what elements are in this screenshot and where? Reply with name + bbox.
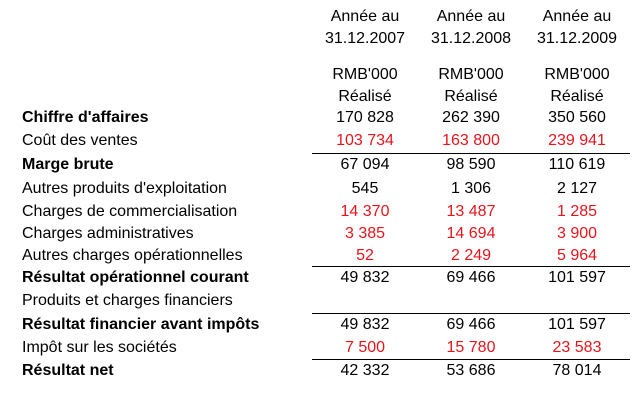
period-label: Année au [330,8,400,25]
row-label: Résultat net [22,362,114,379]
value-2007: 67 094 [340,156,390,173]
value-2009: 78 014 [552,362,602,379]
row-label: Impôt sur les sociétés [22,339,177,356]
value-2008: 69 466 [446,316,496,333]
row-label: Résultat opérationnel courant [22,269,249,286]
period-date: 31.12.2009 [536,30,618,47]
value-2009: 101 597 [548,269,606,286]
value-2007: 52 [356,247,374,264]
value-2007: 170 828 [336,109,394,126]
row-charges-administratives [0,223,642,245]
row-impot-societes [0,337,642,359]
row-label: Chiffre d'affaires [22,109,149,126]
value-2008: 1 306 [450,180,492,197]
value-2007: 49 832 [340,316,390,333]
period-date: 31.12.2008 [430,30,512,47]
value-2009: 23 583 [552,339,602,356]
row-charges-commercialisation [0,201,642,223]
period-label: Année au [436,8,506,25]
row-label: Produits et charges financiers [22,292,233,309]
value-2008: 53 686 [446,362,496,379]
column-units-2009 [524,64,630,108]
value-2007: 103 734 [336,132,394,149]
value-2009: 2 127 [556,180,598,197]
row-label: Marge brute [22,156,114,173]
row-label: Charges de commercialisation [22,203,238,220]
value-2009: 3 900 [556,225,598,242]
row-resultat-net [0,360,642,382]
row-produits-charges-financiers [0,290,642,312]
basis-label: Réalisé [550,88,604,105]
currency-label: RMB'000 [438,66,504,83]
value-2009: 1 285 [556,203,598,220]
basis-label: Réalisé [338,88,392,105]
value-2009: 110 619 [548,156,606,173]
row-cout-des-ventes [0,130,642,152]
value-2009: 239 941 [548,132,606,149]
value-2008: 13 487 [446,203,496,220]
column-header-2008 [418,6,524,50]
value-2009: 350 560 [548,109,606,126]
value-2008: 2 249 [450,247,492,264]
value-2007: 49 832 [340,269,390,286]
value-2008: 14 694 [446,225,496,242]
value-2008: 15 780 [446,339,496,356]
value-2007: 545 [351,180,379,197]
column-units-2008 [418,64,524,108]
row-autres-produits [0,178,642,200]
row-label: Autres charges opérationnelles [22,247,243,264]
row-chiffre-affaires [0,107,642,129]
value-2008: 262 390 [442,109,500,126]
currency-label: RMB'000 [544,66,610,83]
value-2008: 98 590 [446,156,496,173]
value-2007: 7 500 [344,339,386,356]
column-units-2007 [312,64,418,108]
row-autres-charges [0,245,642,267]
row-resultat-financier [0,314,642,336]
row-marge-brute [0,154,642,176]
value-2009: 101 597 [548,316,606,333]
row-resultat-operationnel [0,267,642,289]
row-label: Charges administratives [22,225,194,242]
period-date: 31.12.2007 [324,30,406,47]
currency-label: RMB'000 [332,66,398,83]
column-header-2007 [312,6,418,50]
value-2007: 42 332 [340,362,390,379]
period-label: Année au [542,8,612,25]
value-2007: 3 385 [344,225,386,242]
row-label: Autres produits d'exploitation [22,180,227,197]
row-label: Coût des ventes [22,132,138,149]
basis-label: Réalisé [444,88,498,105]
value-2007: 14 370 [340,203,390,220]
value-2009: 5 964 [556,247,598,264]
value-2008: 163 800 [442,132,500,149]
column-header-2009 [524,6,630,50]
row-label: Résultat financier avant impôts [22,316,260,333]
value-2008: 69 466 [446,269,496,286]
